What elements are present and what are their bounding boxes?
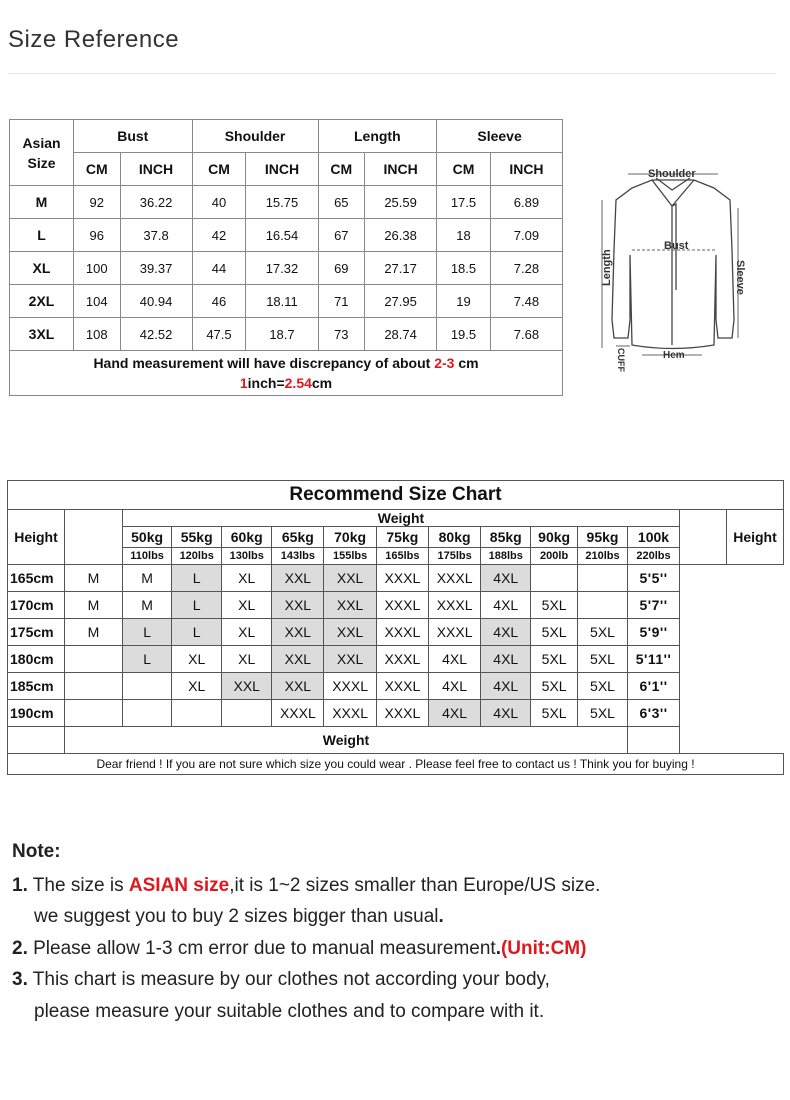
value-cell: 100 [74, 252, 121, 285]
table-row [10, 219, 563, 252]
height-ft-cell: 5'9'' [628, 619, 680, 646]
weight-lbs-header: 200lb [531, 548, 578, 565]
size-recommendation-cell [123, 673, 172, 700]
value-cell: 7.09 [490, 219, 562, 252]
weight-lbs-header: 120lbs [172, 548, 222, 565]
value-cell: 44 [192, 252, 246, 285]
weight-lbs-header: 110lbs [123, 548, 172, 565]
size-recommendation-cell: XXL [222, 673, 272, 700]
value-cell: 7.48 [490, 285, 562, 318]
value-cell: 7.68 [490, 318, 562, 351]
size-recommendation-cell: 4XL [481, 619, 531, 646]
value-cell: 42.52 [120, 318, 192, 351]
value-cell: 47.5 [192, 318, 246, 351]
table-row [10, 186, 563, 219]
weight-kg-header: 95kg [577, 527, 627, 548]
size-recommendation-cell: XXL [324, 646, 376, 673]
value-cell: 67 [318, 219, 365, 252]
corner-cell-right [680, 510, 727, 565]
note-3: 3. This chart is measure by our clothes not according your body, [12, 969, 550, 990]
value-cell: 46 [192, 285, 246, 318]
size-recommendation-cell: M [123, 592, 172, 619]
recommend-chart-title: Recommend Size Chart [8, 481, 784, 510]
size-recommendation-cell [65, 700, 123, 727]
unit-header: CM [192, 153, 246, 186]
size-recommendation-cell: 4XL [481, 646, 531, 673]
size-recommendation-cell: 5XL [531, 646, 578, 673]
size-recommendation-cell: 4XL [428, 700, 480, 727]
recommend-size-chart [7, 480, 784, 775]
page-title: Size Reference [8, 26, 180, 53]
length-label: Length [601, 249, 613, 286]
value-cell: 104 [74, 285, 121, 318]
weight-kg-header: 85kg [481, 527, 531, 548]
weight-lbs-header: 143lbs [272, 548, 324, 565]
weight-kg-header: 75kg [376, 527, 428, 548]
size-recommendation-cell: L [172, 592, 222, 619]
table-row [8, 646, 784, 673]
unit-header: CM [437, 153, 491, 186]
value-cell: 17.32 [246, 252, 318, 285]
size-recommendation-cell [577, 565, 627, 592]
value-cell: 18.7 [246, 318, 318, 351]
size-recommendation-cell: XXXL [376, 592, 428, 619]
weight-lbs-header: 188lbs [481, 548, 531, 565]
value-cell: 40 [192, 186, 246, 219]
size-recommendation-cell: XL [222, 619, 272, 646]
hem-label: Hem [663, 350, 685, 361]
size-recommendation-cell: M [65, 565, 123, 592]
lbs-row [8, 548, 784, 565]
size-cell: M [10, 186, 74, 219]
unit-header: INCH [365, 153, 437, 186]
size-recommendation-cell: 4XL [428, 646, 480, 673]
weight-lbs-header: 130lbs [222, 548, 272, 565]
value-cell: 28.74 [365, 318, 437, 351]
table-row [10, 318, 563, 351]
note-3-line-2: please measure your suitable clothes and to compare with it. [34, 1000, 545, 1022]
size-recommendation-cell [531, 565, 578, 592]
value-cell: 15.75 [246, 186, 318, 219]
weight-lbs-header: 210lbs [577, 548, 627, 565]
weight-kg-header: 65kg [272, 527, 324, 548]
value-cell: 36.22 [120, 186, 192, 219]
shirt-measurement-diagram [592, 160, 762, 375]
table-row [8, 700, 784, 727]
size-recommendation-cell: 5XL [531, 619, 578, 646]
value-cell: 19 [437, 285, 491, 318]
value-cell: 27.95 [365, 285, 437, 318]
value-cell: 19.5 [437, 318, 491, 351]
size-recommendation-cell: M [123, 565, 172, 592]
unit-header: INCH [246, 153, 318, 186]
weight-kg-header: 60kg [222, 527, 272, 548]
value-cell: 69 [318, 252, 365, 285]
size-recommendation-cell: XXL [272, 619, 324, 646]
size-recommendation-cell: XXXL [376, 565, 428, 592]
notes-heading: Note: [12, 841, 61, 862]
value-cell: 39.37 [120, 252, 192, 285]
size-recommendation-cell: XL [172, 673, 222, 700]
weight-lbs-header: 155lbs [324, 548, 376, 565]
size-recommendation-cell: XL [222, 646, 272, 673]
size-recommendation-cell: XXL [272, 592, 324, 619]
weight-kg-header: 90kg [531, 527, 578, 548]
height-label-left: Height [8, 510, 65, 565]
size-cell: 2XL [10, 285, 74, 318]
size-recommendation-cell: L [172, 565, 222, 592]
size-recommendation-cell [222, 700, 272, 727]
size-cell: L [10, 219, 74, 252]
value-cell: 18.11 [246, 285, 318, 318]
value-cell: 92 [74, 186, 121, 219]
size-recommendation-cell: 4XL [481, 592, 531, 619]
size-recommendation-cell: XXL [324, 619, 376, 646]
size-recommendation-cell: L [172, 619, 222, 646]
sleeve-label: Sleeve [734, 260, 746, 295]
height-cm-cell: 180cm [8, 646, 65, 673]
size-reference-table [9, 119, 563, 396]
value-cell: 18 [437, 219, 491, 252]
size-recommendation-cell: L [123, 619, 172, 646]
size-recommendation-cell: 4XL [481, 673, 531, 700]
value-cell: 26.38 [365, 219, 437, 252]
value-cell: 71 [318, 285, 365, 318]
shoulder-label: Shoulder [648, 168, 696, 180]
size-recommendation-cell: XXXL [376, 646, 428, 673]
size-recommendation-cell: 5XL [531, 592, 578, 619]
cuff-label: CUFF [616, 348, 626, 372]
unit-header: INCH [120, 153, 192, 186]
size-recommendation-cell: XXXL [428, 565, 480, 592]
height-ft-cell: 5'7'' [628, 592, 680, 619]
value-cell: 6.89 [490, 186, 562, 219]
title-divider [8, 73, 776, 74]
size-recommendation-cell: XXL [324, 592, 376, 619]
size-recommendation-cell: 4XL [481, 700, 531, 727]
size-recommendation-cell: XXXL [428, 592, 480, 619]
height-cm-cell: 190cm [8, 700, 65, 727]
weight-kg-header: 80kg [428, 527, 480, 548]
size-recommendation-cell: XXXL [428, 619, 480, 646]
contact-footer: Dear friend ! If you are not sure which size you could wear . Please feel free to contact us ! Think you for buying ! [8, 754, 784, 775]
shirt-collar [652, 180, 694, 206]
height-ft-cell: 5'5'' [628, 565, 680, 592]
size-recommendation-cell: XXL [272, 673, 324, 700]
height-ft-cell: 5'11'' [628, 646, 680, 673]
value-cell: 27.17 [365, 252, 437, 285]
weight-kg-header: 100k [628, 527, 680, 548]
size-recommendation-cell: 4XL [428, 673, 480, 700]
size-cell: XL [10, 252, 74, 285]
table-row [10, 252, 563, 285]
size-recommendation-cell: XXL [272, 646, 324, 673]
size-recommendation-cell [172, 700, 222, 727]
height-label-right: Height [727, 510, 784, 565]
value-cell: 42 [192, 219, 246, 252]
size-recommendation-cell: XXXL [376, 619, 428, 646]
asian-size-header: Asian Size [10, 120, 74, 186]
size-recommendation-cell: XXL [324, 565, 376, 592]
size-recommendation-cell: 5XL [577, 619, 627, 646]
size-recommendation-cell [123, 700, 172, 727]
weight-label-top: Weight [123, 510, 680, 527]
group-header-length: Length [318, 120, 437, 153]
note-1: 1. The size is ASIAN size,it is 1~2 sizes smaller than Europe/US size. [12, 874, 601, 896]
table-row [8, 673, 784, 700]
weight-lbs-header: 175lbs [428, 548, 480, 565]
table-row [8, 592, 784, 619]
height-ft-cell: 6'1'' [628, 673, 680, 700]
size-recommendation-cell: L [123, 646, 172, 673]
notes-section [12, 836, 600, 1027]
size-recommendation-cell: 5XL [531, 673, 578, 700]
value-cell: 16.54 [246, 219, 318, 252]
size-recommendation-cell: XXXL [376, 673, 428, 700]
unit-header: CM [74, 153, 121, 186]
size-recommendation-cell [65, 673, 123, 700]
height-cm-cell: 170cm [8, 592, 65, 619]
value-cell: 108 [74, 318, 121, 351]
weight-kg-header: 55kg [172, 527, 222, 548]
height-cm-cell: 165cm [8, 565, 65, 592]
value-cell: 17.5 [437, 186, 491, 219]
weight-kg-header: 70kg [324, 527, 376, 548]
group-header-bust: Bust [74, 120, 193, 153]
note-2: 2. Please allow 1-3 cm error due to manual measurement.(Unit:CM) [12, 937, 587, 959]
value-cell: 40.94 [120, 285, 192, 318]
size-recommendation-cell: 5XL [577, 700, 627, 727]
size-recommendation-cell [65, 646, 123, 673]
group-header-shoulder: Shoulder [192, 120, 318, 153]
size-recommendation-cell: XL [172, 646, 222, 673]
measurement-note: Hand measurement will have discrepancy of about 2-3 cm 1inch=2.54cm [10, 351, 563, 396]
unit-header-row [10, 153, 563, 186]
height-cm-cell: 175cm [8, 619, 65, 646]
note-1-line-2: we suggest you to buy 2 sizes bigger than usual. [34, 906, 444, 927]
bust-label: Bust [664, 240, 689, 252]
weight-kg-header: 50kg [123, 527, 172, 548]
corner-cell-bottom [8, 727, 65, 754]
value-cell: 73 [318, 318, 365, 351]
size-recommendation-cell: XL [222, 592, 272, 619]
size-recommendation-cell: XXXL [376, 700, 428, 727]
size-recommendation-cell: XL [222, 565, 272, 592]
unit-header: CM [318, 153, 365, 186]
table-row [8, 619, 784, 646]
size-cell: 3XL [10, 318, 74, 351]
size-recommendation-cell: M [65, 619, 123, 646]
value-cell: 96 [74, 219, 121, 252]
weight-label-bottom: Weight [65, 727, 628, 754]
group-header-sleeve: Sleeve [437, 120, 563, 153]
weight-lbs-header: 220lbs [628, 548, 680, 565]
value-cell: 18.5 [437, 252, 491, 285]
size-recommendation-cell: XXXL [324, 700, 376, 727]
size-recommendation-cell [577, 592, 627, 619]
kg-row [8, 527, 784, 548]
weight-lbs-header: 165lbs [376, 548, 428, 565]
size-recommendation-cell: M [65, 592, 123, 619]
size-recommendation-cell: XXXL [324, 673, 376, 700]
size-recommendation-cell: XXXL [272, 700, 324, 727]
size-recommendation-cell: 5XL [531, 700, 578, 727]
value-cell: 7.28 [490, 252, 562, 285]
value-cell: 65 [318, 186, 365, 219]
table-row [10, 285, 563, 318]
size-recommendation-cell: 5XL [577, 673, 627, 700]
table-row [8, 565, 784, 592]
value-cell: 37.8 [120, 219, 192, 252]
size-recommendation-cell: 4XL [481, 565, 531, 592]
size-recommendation-cell: 5XL [577, 646, 627, 673]
unit-header: INCH [490, 153, 562, 186]
size-recommendation-cell: XXL [272, 565, 324, 592]
height-cm-cell: 185cm [8, 673, 65, 700]
corner-cell [65, 510, 123, 565]
corner-cell-bottom-right [628, 727, 680, 754]
height-ft-cell: 6'3'' [628, 700, 680, 727]
value-cell: 25.59 [365, 186, 437, 219]
